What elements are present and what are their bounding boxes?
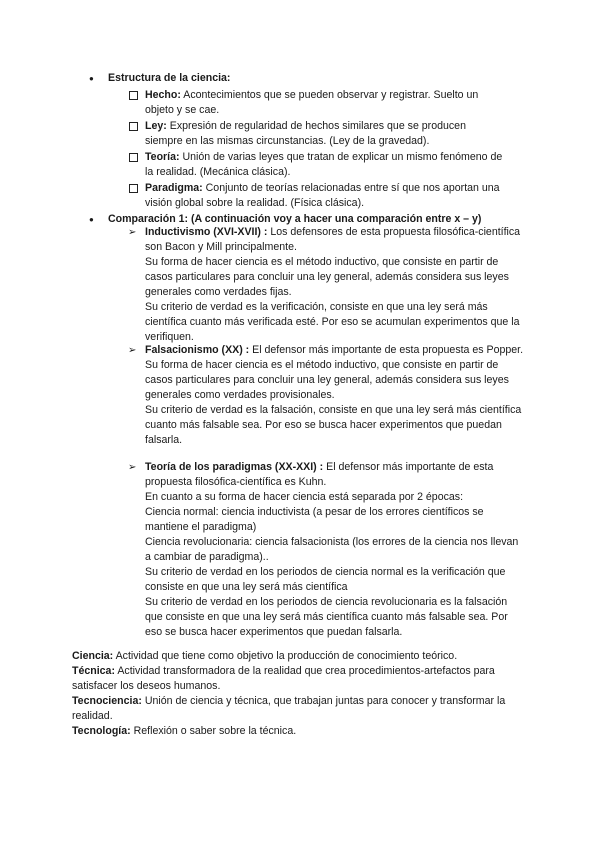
paragraph-text: Su criterio de verdad es la falsación, consiste en que una ley será más científica cuanto más falsable sea. Por eso se busca hacer experimentos que puedan falsarla. [145, 404, 522, 446]
paragraph-text: Su criterio de verdad en los periodos de ciencia revolucionaria es la falsación que consiste en que una ley será más científica cuanto más falsable sea. Por eso se busca hacer experimentos que puedan falsarla. [145, 596, 508, 638]
term-label: Falsacionismo (XX) : [145, 344, 250, 356]
paragraph-text: Su criterio de verdad es la verificación, consiste en que una ley será más científica cuanto más verificada esté. Por eso se acumulan experimentos que la verifiquen. [145, 301, 520, 343]
checkbox-square-icon [129, 122, 138, 131]
paragraph-text: Su criterio de verdad en los periodos de ciencia normal es la verificación que consiste en que una ley será más científica [145, 566, 506, 593]
arrow-right-icon: ➢ [128, 345, 137, 356]
term-label: Teoría de los paradigmas (XX-XXI) : [145, 461, 324, 473]
term-text: Conjunto de teorías relacionadas entre sí que nos aportan una visión global sobre la realidad. (Física clásica). [145, 182, 500, 209]
term-text: Actividad que tiene como objetivo la producción de conocimiento teórico. [115, 650, 458, 662]
definition-ciencia [72, 649, 532, 664]
paragraph-text: El defensor más importante de esta propuesta filosófica-científica es Kuhn. [145, 461, 494, 488]
term-label: Paradigma: [145, 182, 203, 194]
paragraph-text: Ciencia normal: ciencia inductivista (a pesar de los errores científicos se mantiene el paradigma) [145, 506, 484, 533]
bullet-dot-icon: ● [89, 215, 94, 224]
paragraph-text: Su forma de hacer ciencia es el método inductivo, que consiste en partir de casos particulares para concluir una ley general, además considera sus leyes generales como verdades fijas. [145, 256, 509, 298]
section-heading: Comparación 1: (A continuación voy a hacer una comparación entre x – y) [108, 213, 482, 225]
term-text: Reflexión o saber sobre la técnica. [133, 725, 297, 737]
checkbox-square-icon [129, 91, 138, 100]
term-text: Actividad transformadora de la realidad que crea procedimientos-artefactos para satisfacer los deseos humanos. [72, 665, 495, 692]
term-label: Ciencia: [72, 650, 114, 662]
term-label: Ley: [145, 120, 167, 132]
definition-tecnociencia [72, 694, 532, 724]
term-text: Unión de varias leyes que tratan de explicar un mismo fenómeno de la realidad. (Mecánica clásica). [145, 151, 503, 178]
term-label: Técnica: [72, 665, 115, 677]
term-text: Unión de ciencia y técnica, que trabajan juntas para conocer y transformar la realidad. [72, 695, 506, 722]
term-label: Tecnociencia: [72, 695, 142, 707]
arrow-right-icon: ➢ [128, 227, 137, 238]
checkbox-square-icon [129, 184, 138, 193]
term-text: Acontecimientos que se pueden observar y registrar. Suelto un objeto y se cae. [145, 89, 479, 116]
paragraph-text: Su forma de hacer ciencia es el método inductivo, que consiste en partir de casos particulares para concluir una ley general, además considera sus leyes generales como verdades provisionales. [145, 359, 509, 401]
term-label: Teoría: [145, 151, 180, 163]
paragraph-text: Los defensores de esta propuesta filosófica-científica son Bacon y Mill principalmente. [145, 226, 521, 253]
paragraph-text: El defensor más importante de esta propuesta es Popper. [252, 344, 524, 356]
paragraph-text: En cuanto a su forma de hacer ciencia está separada por 2 épocas: [145, 491, 464, 503]
bullet-dot-icon: ● [89, 74, 94, 83]
definition-tecnica [72, 664, 532, 694]
section-heading: Estructura de la ciencia: [108, 72, 231, 84]
term-label: Hecho: [145, 89, 181, 101]
arrow-right-icon: ➢ [128, 462, 137, 473]
term-text: Expresión de regularidad de hechos similares que se producen siempre en las mismas circunstancias. (Ley de la gravedad). [145, 120, 466, 147]
paragraph-text: Ciencia revolucionaria: ciencia falsacionista (los errores de la ciencia nos llevan a cambiar de paradigma).. [145, 536, 519, 563]
term-label: Tecnología: [72, 725, 131, 737]
definition-tecnologia [72, 724, 532, 739]
term-label: Inductivismo (XVI-XVII) : [145, 226, 268, 238]
checkbox-square-icon [129, 153, 138, 162]
